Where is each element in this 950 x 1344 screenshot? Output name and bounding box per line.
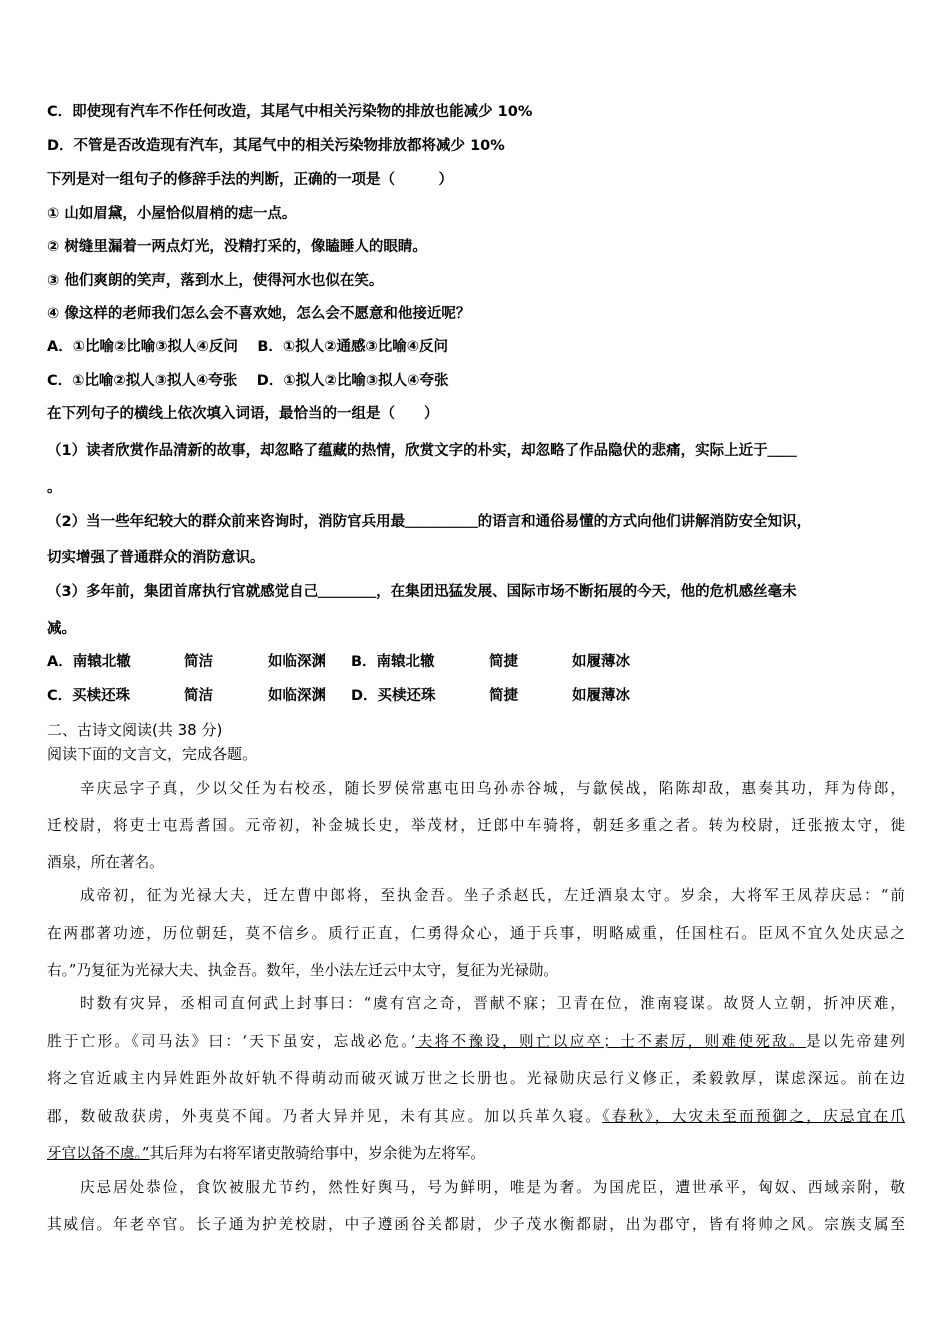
underlined-sentence-2-end: 牙官以备不虞。”	[47, 1145, 150, 1162]
fill-question-stem: 在下列句子的横线上依次填入词语，最恰当的一组是（ ）	[47, 406, 439, 422]
option-c-word: 简洁	[184, 688, 213, 704]
fill-sentence-2-end: 切实增强了普通群众的消防意识。	[47, 550, 265, 566]
passage-line: 在两郡著功迹，历位朝廷，莫不信乡。质行正直，仁勇得众心，通于兵事，明略威重，任国柱石。臣凤不宜久处庆忌之	[47, 925, 905, 942]
rhetoric-question-stem: 下列是对一组句子的修辞手法的判断，正确的一项是（ ）	[47, 172, 453, 188]
passage-line: 酒泉，所在著名。	[47, 854, 164, 871]
rhetoric-options-cd: C．①比喻②拟人③拟人④夸张 D．①拟人②比喻③拟人④夸张	[47, 373, 449, 389]
underlined-sentence-1: 夫将不豫设，则亡以应卒；士不素厉，则难使死敌。	[415, 1033, 806, 1050]
section-instruction: 阅读下面的文言文，完成各题。	[47, 745, 258, 763]
section-title: 二、古诗文阅读(共 38 分)	[47, 721, 223, 739]
option-a-word: 简洁	[184, 654, 213, 670]
option-a-idiom2: 如临深渊	[268, 654, 326, 670]
option-d-word: 简捷	[489, 688, 518, 704]
passage-line: 时数有灾异，丞相司直何武上封事曰：“虞有宫之奇，晋献不寐；卫青在位，淮南寝谋。故贤人立朝，折冲厌难，	[80, 995, 905, 1012]
passage-line: 辛庆忌字子真，少以父任为右校丞，随长罗侯常惠屯田乌孙赤谷城，与歙侯战，陷陈却敌，惠奏其功，拜为侍郎，	[80, 780, 905, 797]
rhetoric-sentence-2: ② 树缝里漏着一两点灯光，没精打采的，像瞌睡人的眼睛。	[47, 239, 427, 255]
option-b-word: 简捷	[489, 654, 518, 670]
option-b-idiom: B．南辕北辙	[351, 654, 435, 670]
option-d-prev: D．不管是否改造现有汽车，其尾气中的相关污染物排放都将减少 10%	[47, 138, 505, 154]
passage-line: 其威信。年老卒官。长子通为护羌校尉，中子遵函谷关都尉，少子茂水衡都尉，出为郡守，皆有将帅之风。宗族支属至	[47, 1216, 905, 1233]
option-c-idiom: C．买椟还珠	[47, 688, 131, 704]
passage-line: 迁校尉，将吏士屯焉耆国。元帝初，补金城长史，举茂材，迁郎中车骑将，朝廷多重之者。转为校尉，迁张掖太守，徙	[47, 817, 905, 834]
option-b-idiom2: 如履薄冰	[572, 654, 630, 670]
passage-text: 郡，数破敌获虏，外夷莫不闻。乃者大异并见，未有其应。加以兵革久寝。	[47, 1108, 603, 1125]
passage-text: 胜于亡形。《司马法》曰：‘天下虽安，忘战必危。’	[47, 1033, 416, 1050]
rhetoric-sentence-4: ④ 像这样的老师我们怎么会不喜欢她，怎么会不愿意和他接近呢？	[47, 306, 471, 322]
rhetoric-sentence-1: ① 山如眉黛，小屋恰似眉梢的痣一点。	[47, 206, 297, 222]
option-a-idiom: A．南辕北辙	[47, 654, 131, 670]
passage-line: 将之官近戚主内异姓距外故奸轨不得萌动而破灭诚万世之长册也。光禄勋庆忌行义修正，柔毅敦厚，谋虑深远。前在边	[47, 1070, 905, 1087]
option-c-prev: C．即使现有汽车不作任何改造，其尾气中相关污染物的排放也能减少 10%	[47, 104, 533, 120]
fill-sentence-2: （2）当一些年纪较大的群众前来咨询时，消防官兵用最＿＿＿＿＿的语言和通俗易懂的方式向他们讲解消防安全知识，	[47, 514, 812, 530]
fill-sentence-1-end: 。	[47, 480, 62, 496]
fill-sentence-3: （3）多年前，集团首席执行官就感觉自己＿＿＿＿，在集团迅猛发展、国际市场不断拓展的今天，他的危机感丝毫未	[47, 584, 797, 600]
underlined-sentence-2: 《春秋》，大灾未至而预御之，庆忌宜在爪	[602, 1108, 905, 1125]
passage-text: 是以先帝建列	[805, 1033, 905, 1050]
option-d-idiom2: 如履薄冰	[572, 688, 630, 704]
passage-line	[47, 1144, 905, 1164]
passage-line: 成帝初，征为光禄大夫，迁左曹中郎将，至执金吾。坐子杀赵氏，左迁酒泉太守。岁余，大将军王凤荐庆忌：“前	[80, 887, 905, 904]
passage-line	[47, 1032, 905, 1052]
fill-sentence-1: （1）读者欣赏作品清新的故事，却忽略了蕴藏的热情，欣赏文字的朴实，却忽略了作品隐伏的悲痛，实际上近于＿＿	[47, 443, 797, 459]
rhetoric-options-ab: A．①比喻②比喻③拟人④反问 B．①拟人②通感③比喻④反问	[47, 339, 449, 355]
passage-line	[47, 1107, 905, 1127]
passage-line: 庆忌居处恭俭，食饮被服尤节约，然性好舆马，号为鲜明，唯是为奢。为国虎臣，遭世承平，匈奴、西域亲附，敬	[80, 1179, 905, 1196]
passage-text: 其后拜为右将军诸吏散骑给事中，岁余徙为左将军。	[149, 1145, 485, 1162]
option-c-idiom2: 如临深渊	[268, 688, 326, 704]
fill-sentence-3-end: 减。	[47, 621, 76, 637]
rhetoric-sentence-3: ③ 他们爽朗的笑声，落到水上，使得河水也似在笑。	[47, 273, 384, 289]
option-d-idiom: D．买椟还珠	[351, 688, 436, 704]
passage-line: 右。”乃复征为光禄大夫、执金吾。数年，坐小法左迁云中太守，复征为光禄勋。	[47, 962, 558, 979]
